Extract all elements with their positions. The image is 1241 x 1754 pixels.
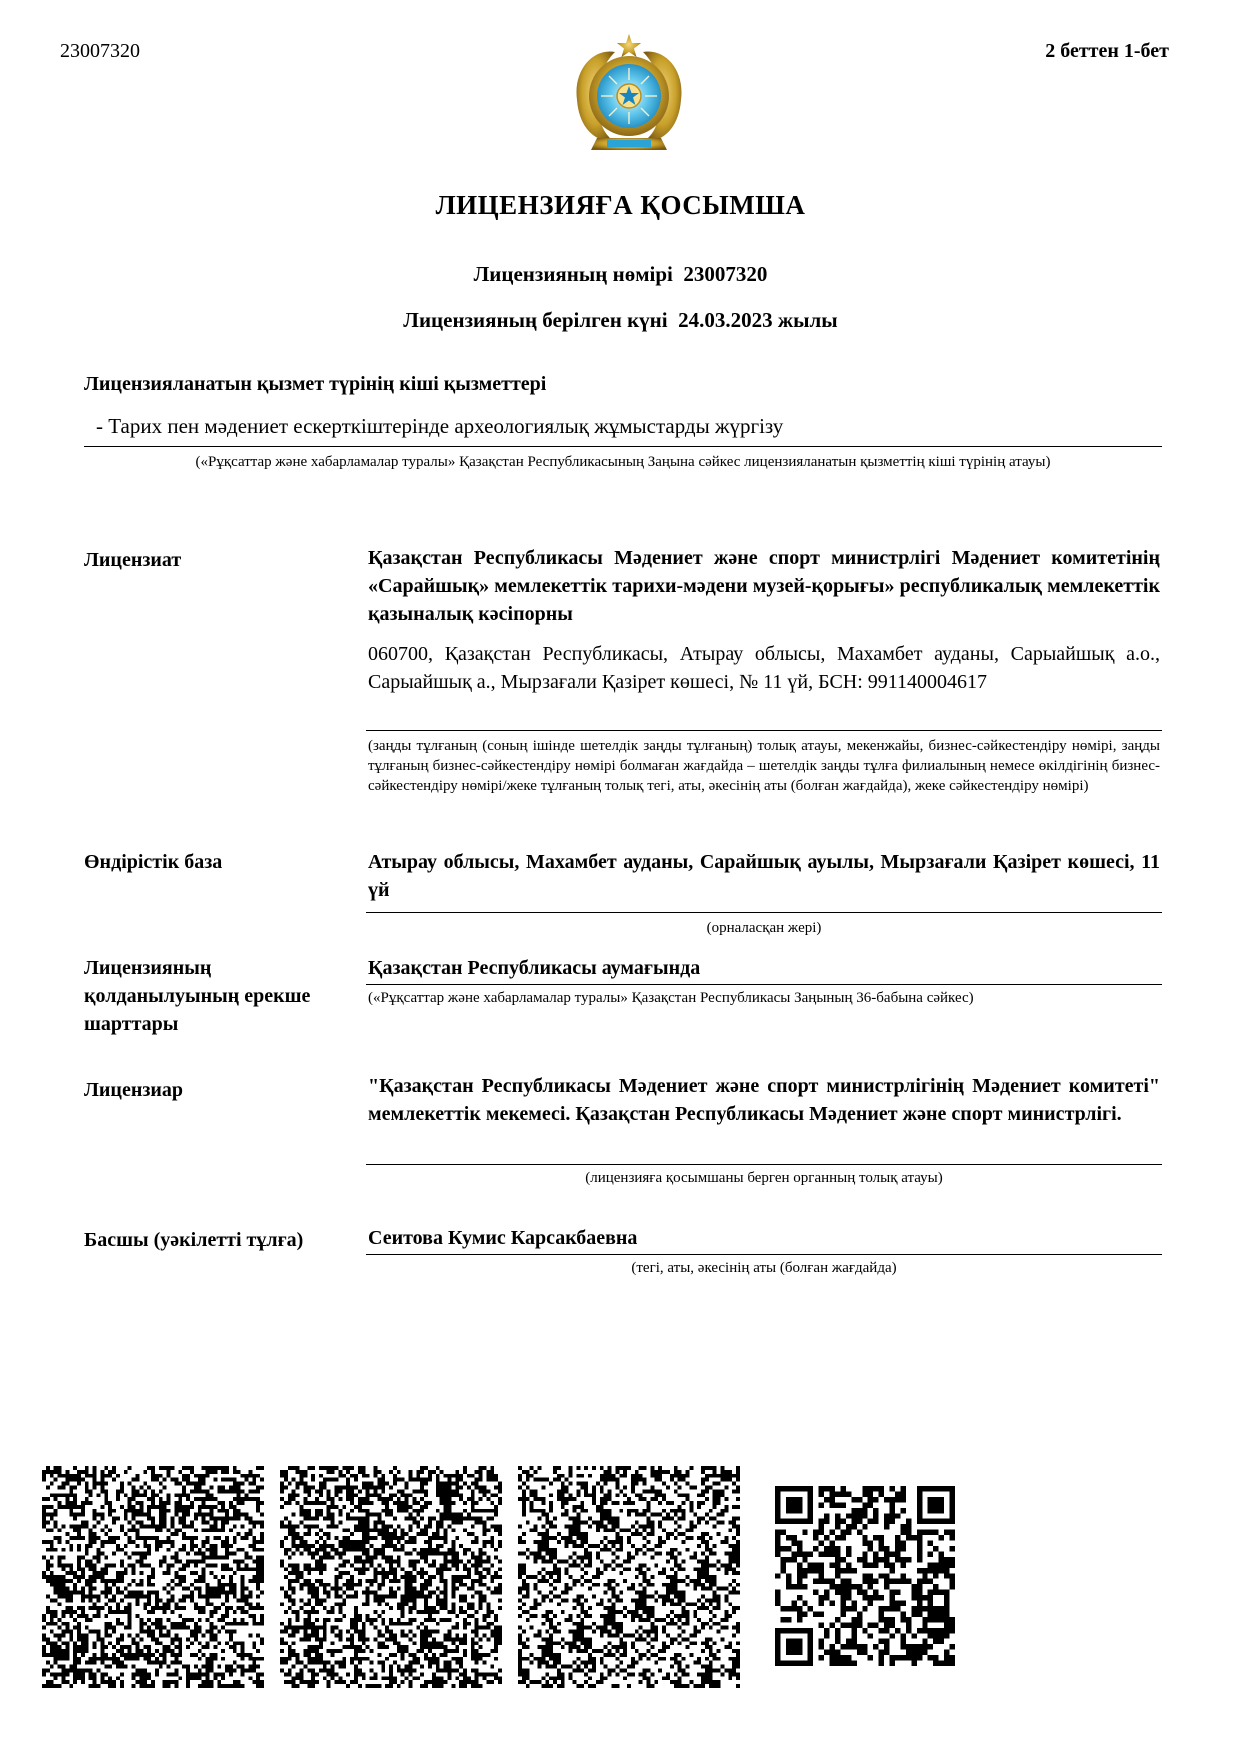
production-base-value: Атырау облысы, Махамбет ауданы, Сарайшық ауылы, Мырзағали Қазірет көшесі, 11 үй — [368, 851, 1160, 901]
licensee-name: Қазақстан Республикасы Мәдениет және спорт министрлігі Мәдениет комитетінің «Сарайшық» мемлекеттік тарихи-мәдени музей-қорығы» республикалық мемлекеттік қазыналық кәсіпорны — [368, 547, 1160, 625]
document-title: ЛИЦЕНЗИЯҒА ҚОСЫМША — [435, 190, 806, 220]
licensor-label: Лицензиар — [84, 1079, 184, 1101]
head-note: (тегі, аты, әкесінің аты (болған жағдайда) — [631, 1260, 897, 1276]
subservice-rule — [84, 446, 1162, 447]
license-date-line — [0, 308, 1241, 333]
special-conditions-value: Қазақстан Республикасы аумағында — [368, 957, 701, 979]
production-base-note: (орналасқан жері) — [706, 920, 822, 936]
license-number-line — [0, 262, 1241, 287]
license-date-label: Лицензияның берілген күні — [403, 308, 668, 332]
head-value: Сеитова Кумис Карсакбаевна — [368, 1227, 638, 1249]
subservice-note: («Рұқсаттар және хабарламалар туралы» Қазақстан Республикасының Заңына сәйкес лицензияланатын қызметтің кіші түрінің атауы) — [195, 454, 1051, 470]
special-conditions-rule — [366, 984, 1162, 985]
subservices-heading: Лицензияланатын қызмет түрінің кіші қызметтері — [84, 373, 547, 395]
licensee-address: 060700, Қазақстан Республикасы, Атырау облысы, Махамбет ауданы, Сарыайшық а.о., Сарыайшық а., Мырзағали Қазірет көшесі, № 11 үй, БСН: 991140004617 — [368, 643, 1160, 693]
license-date-value: 24.03.2023 жылы — [678, 308, 838, 332]
license-number-label: Лицензияның нөмірі — [473, 262, 673, 286]
document-number: 23007320 — [60, 40, 140, 62]
state-emblem-icon — [563, 30, 695, 162]
subservice-item: - Тарих пен мәдениет ескерткіштерінде археологиялық жұмыстарды жүргізу — [96, 414, 784, 438]
qr-code-3 — [518, 1466, 740, 1688]
special-conditions-label: Лицензияның қолданылуының ерекше шарттары — [84, 957, 311, 1035]
qr-code-4 — [775, 1486, 955, 1666]
licensee-rule — [366, 730, 1162, 731]
head-rule — [366, 1254, 1162, 1255]
special-conditions-note: («Рұқсаттар және хабарламалар туралы» Қазақстан Республикасы Заңының 36-бабына сәйкес) — [368, 990, 974, 1006]
licensor-note: (лицензияға қосымшаны берген органның толық атауы) — [585, 1170, 943, 1186]
qr-code-1 — [42, 1466, 264, 1688]
production-base-rule — [366, 912, 1162, 913]
licensor-rule — [366, 1164, 1162, 1165]
production-base-label: Өндірістік база — [84, 851, 223, 873]
qr-code-2 — [280, 1466, 502, 1688]
licensee-label: Лицензиат — [84, 549, 182, 571]
license-number-value: 23007320 — [683, 262, 768, 286]
head-label: Басшы (уәкілетті тұлға) — [84, 1229, 304, 1251]
page-indicator: 2 беттен 1-бет — [1045, 40, 1169, 62]
licensor-value: "Қазақстан Республикасы Мәдениет және спорт министрлігінің Мәдениет комитеті" мемлекеттік мекемесі. Қазақстан Республикасы Мәдениет және спорт министрлігі. — [368, 1075, 1160, 1125]
licensee-note: (заңды тұлғаның (соның ішінде шетелдік заңды тұлғаның) толық атауы, мекенжайы, бизнес-сәйкестендіру нөмірі, заңды тұлғаның бизнес-сәйкестендіру нөмірі болмаған жағдайда – шетелдік заңды тұлға филиалының немесе өкілдігінің бизнес-сәйкестендіру нөмірі/жеке тұлғаның толық тегі, аты, әкесінің аты (болған жағдайда), жеке сәйкестендіру нөмірі) — [368, 738, 1160, 794]
